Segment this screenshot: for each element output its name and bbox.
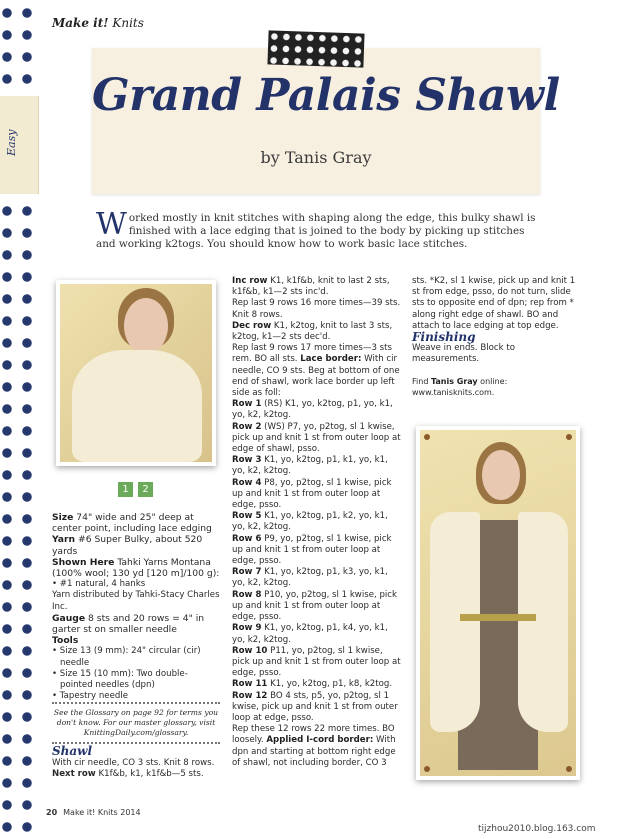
skill-badge-2: 2 [138, 482, 153, 497]
shawl-line: With cir needle, CO 3 sts. Knit 8 rows. [52, 758, 215, 768]
skill-badge-1: 1 [118, 482, 133, 497]
drop-cap: W [96, 207, 127, 242]
row-text: K1, yo, k2tog, p1, k3, yo, k1, yo, k2, k2tog. [232, 567, 388, 589]
designer-name: Tanis Gray [430, 376, 478, 386]
icord-label: Applied I-cord border: [266, 735, 374, 746]
shawl-instructions [52, 758, 222, 780]
row-label: Row 9 [232, 623, 262, 634]
find-prefix: Find [412, 376, 429, 386]
brand-name: Make it! [52, 16, 109, 30]
row-label: Row 6 [232, 533, 262, 544]
row-label: Row 11 [232, 679, 268, 690]
next-row-text: K1f&b, k1, k1f&b—5 sts. [98, 769, 204, 780]
row-text: (RS) K1, yo, k2tog, p1, yo, k1, yo, k2, k2tog. [232, 399, 393, 421]
byline: by Tanis Gray [260, 148, 372, 167]
footer-text: Make it! Knits 2014 [63, 808, 141, 817]
row-text: BO 4 sts, p5, yo, p2tog, sl 1 kwise, pick up and knit 1 st from outer loop at edge, psso. [232, 690, 398, 723]
tool-item: • Size 13 (9 mm): 24" circular (cir) needle [52, 646, 201, 668]
designer-website: online: www.tanisknits.com. [412, 376, 508, 397]
row-text: K1, yo, k2tog, p1, k8, k2tog. [270, 679, 393, 690]
next-row-label: Next row [52, 769, 96, 780]
row-label: Row 12 [232, 690, 268, 701]
shawl-photo-closeup [56, 280, 216, 466]
finishing-heading: Finishing [412, 330, 476, 345]
shawl-heading: Shawl [52, 744, 93, 758]
gauge-label: Gauge [52, 612, 86, 624]
shown-here-value: Tahki Yarns Montana (100% wool; 130 yd [120 m]/100 g): [52, 556, 220, 580]
watermark-credit: tijzhou2010.blog.163.com [478, 824, 596, 834]
icord-text: With dpn and starting at bottom right edge of shawl, not including border, CO 3 [232, 735, 396, 768]
running-header [52, 16, 144, 30]
lace-border-label: Lace border: [300, 354, 362, 365]
dec-row-label: Dec row [232, 320, 272, 331]
row-label: Row 8 [232, 589, 262, 600]
dec-row-text: K1, k2tog, knit to last 3 sts, k2tog, k1—2 sts dec'd. [232, 320, 393, 343]
row-label: Row 10 [232, 645, 268, 656]
distributor-note: Yarn distributed by Tahki-Stacy Charles Inc. [52, 590, 220, 612]
section-name: Knits [112, 16, 144, 30]
row-text: P10, yo, p2tog, sl 1 kwise, pick up and knit 1 st from outer loop at edge, psso. [232, 589, 397, 623]
inc-row-label: Inc row [232, 276, 268, 286]
repeat-line: Rep last 9 rows 16 more times—39 sts. Knit 8 rows. [232, 298, 401, 320]
page-number: 20 [46, 808, 58, 817]
tool-item: • Tapestry needle [52, 691, 128, 702]
row-label: Row 2 [232, 421, 262, 432]
size-value: 74" wide and 25" deep at center point, including lace edging [52, 512, 212, 535]
row-text: P11, yo, p2tog, sl 1 kwise, pick up and knit 1 st from outer loop at edge, psso. [232, 645, 401, 679]
size-label: Size [52, 512, 74, 523]
yarn-color-item: • #1 natural, 4 hanks [52, 579, 146, 590]
tool-item: • Size 15 (10 mm): Two double-pointed needles (dpn) [52, 668, 188, 691]
specs-column [52, 512, 220, 702]
page-footer [46, 808, 141, 817]
intro-text: orked mostly in knit stitches with shaping along the edge, this bulky shawl is finished with a lace edging that is joined to the body by picking up stitches and working k2togs. You should know how to work basic lace stitches. [96, 212, 536, 250]
row-text: K1, yo, k2tog, p1, k1, yo, k1, yo, k2, k2tog. [232, 455, 388, 477]
washi-tape-decoration [267, 30, 364, 67]
yarn-value: #6 Super Bulky, about 520 yards [52, 534, 203, 557]
row-label: Row 7 [232, 567, 262, 578]
finishing-text: Weave in ends. Block to measurements. [412, 343, 515, 365]
row-label: Row 3 [232, 455, 262, 466]
icord-continued: sts. *K2, sl 1 kwise, pick up and knit 1 st from edge, psso, do not turn, slide sts to opposite end of dpn; rep from * along right edge of shawl. BO and attach to lace edging at top edge. [412, 276, 576, 331]
shawl-photo-full [416, 426, 580, 780]
difficulty-label: Easy [5, 129, 18, 156]
repeat-line: Rep last 9 rows 17 more times—3 sts rem. BO all sts. [232, 343, 392, 365]
instructions-column-2 [232, 276, 402, 769]
row-text: P9, yo, p2tog, sl 1 kwise, pick up and knit 1 st from outer loop at edge, psso. [232, 533, 392, 567]
page-title: Grand Palais Shawl [92, 70, 560, 121]
yarn-label: Yarn [52, 534, 76, 546]
row-text: P8, yo, p2tog, sl 1 kwise, pick up and knit 1 st from outer loop at edge, psso. [232, 477, 392, 511]
row-text: K1, yo, k2tog, p1, k2, yo, k1, yo, k2, k2tog. [232, 511, 388, 533]
inc-row-text: K1, k1f&b, knit to last 2 sts, k1f&b, k1—2 sts inc'd. [232, 276, 390, 298]
intro-paragraph [96, 207, 536, 251]
row-label: Row 5 [232, 511, 262, 522]
lace-border-text: With cir needle, CO 9 sts. Beg at bottom of one end of shawl, work lace border up left side as foll: [232, 354, 400, 399]
shown-here-label: Shown Here [52, 556, 115, 568]
difficulty-tab [0, 96, 39, 194]
gauge-value: 8 sts and 20 rows = 4" in garter st on smaller needle [52, 612, 205, 636]
instructions-column-3 [412, 276, 580, 398]
repeat-line: Rep these 12 rows 22 more times. BO loosely. [232, 724, 395, 746]
tools-label: Tools [52, 635, 79, 647]
row-label: Row 1 [232, 399, 262, 410]
glossary-note: See the Glossary on page 92 for terms you don't know. For our master glossary, visit KnittingDaily.com/glossary. [52, 702, 220, 744]
row-label: Row 4 [232, 477, 262, 488]
row-text: (WS) P7, yo, p2tog, sl 1 kwise, pick up and knit 1 st from outer loop at edge of shawl, psso. [232, 421, 401, 455]
row-text: K1, yo, k2tog, p1, k4, yo, k1, yo, k2, k2tog. [232, 623, 388, 645]
